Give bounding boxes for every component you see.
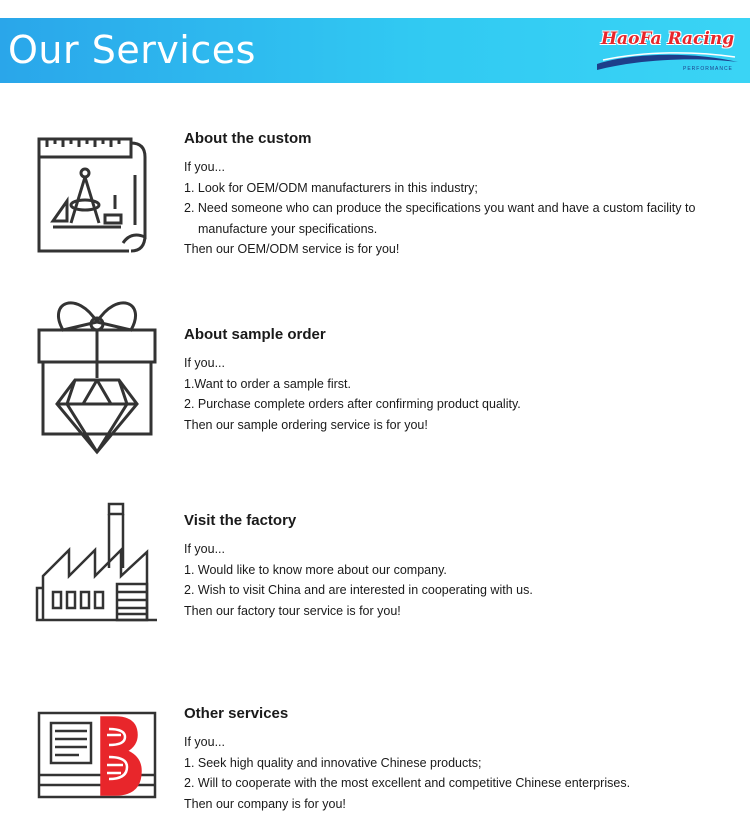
service-outro: Then our company is for you! xyxy=(184,796,346,811)
service-intro: If you... xyxy=(184,356,225,370)
service-line: 1. Seek high quality and innovative Chinese products; xyxy=(184,755,482,770)
service-title: Visit the factory xyxy=(184,512,297,529)
service-outro: Then our sample ordering service is for you! xyxy=(184,417,428,432)
service-intro: If you... xyxy=(184,160,225,174)
service-line: 1.Want to order a sample first. xyxy=(184,376,351,391)
service-intro: If you... xyxy=(184,542,225,556)
service-line: 2. Purchase complete orders after confirming product quality. xyxy=(184,397,521,411)
logo-subtext: PERFORMANCE xyxy=(683,66,733,72)
service-title: About sample order xyxy=(184,326,326,343)
brand-logo xyxy=(595,26,740,78)
service-intro: If you... xyxy=(184,735,225,749)
service-line: 2. Will to cooperate with the most excellent and competitive Chinese enterprises. xyxy=(184,776,631,790)
service-line: 1. Look for OEM/ODM manufacturers in this industry; xyxy=(184,180,478,195)
blueprint-icon xyxy=(35,135,160,255)
service-line: 1. Would like to know more about our company. xyxy=(184,562,447,577)
header-banner xyxy=(0,18,750,83)
service-line: 2. Wish to visit China and are interested in cooperating with us. xyxy=(184,583,533,597)
service-title: About the custom xyxy=(184,130,312,147)
service-line: 2. Need someone who can produce the specifications you want and have a custom facility to xyxy=(184,201,696,215)
gift-diamond-icon xyxy=(35,296,160,456)
service-title: Other services xyxy=(184,705,289,722)
document-3d-icon xyxy=(35,709,160,809)
service-line: manufacture your specifications. xyxy=(198,221,378,236)
logo-text: HaoFa Racing xyxy=(601,29,735,49)
service-outro: Then our factory tour service is for you! xyxy=(184,603,401,618)
service-outro: Then our OEM/ODM service is for you! xyxy=(184,242,400,256)
factory-icon xyxy=(35,502,160,627)
page-title: Our Services xyxy=(8,28,256,72)
